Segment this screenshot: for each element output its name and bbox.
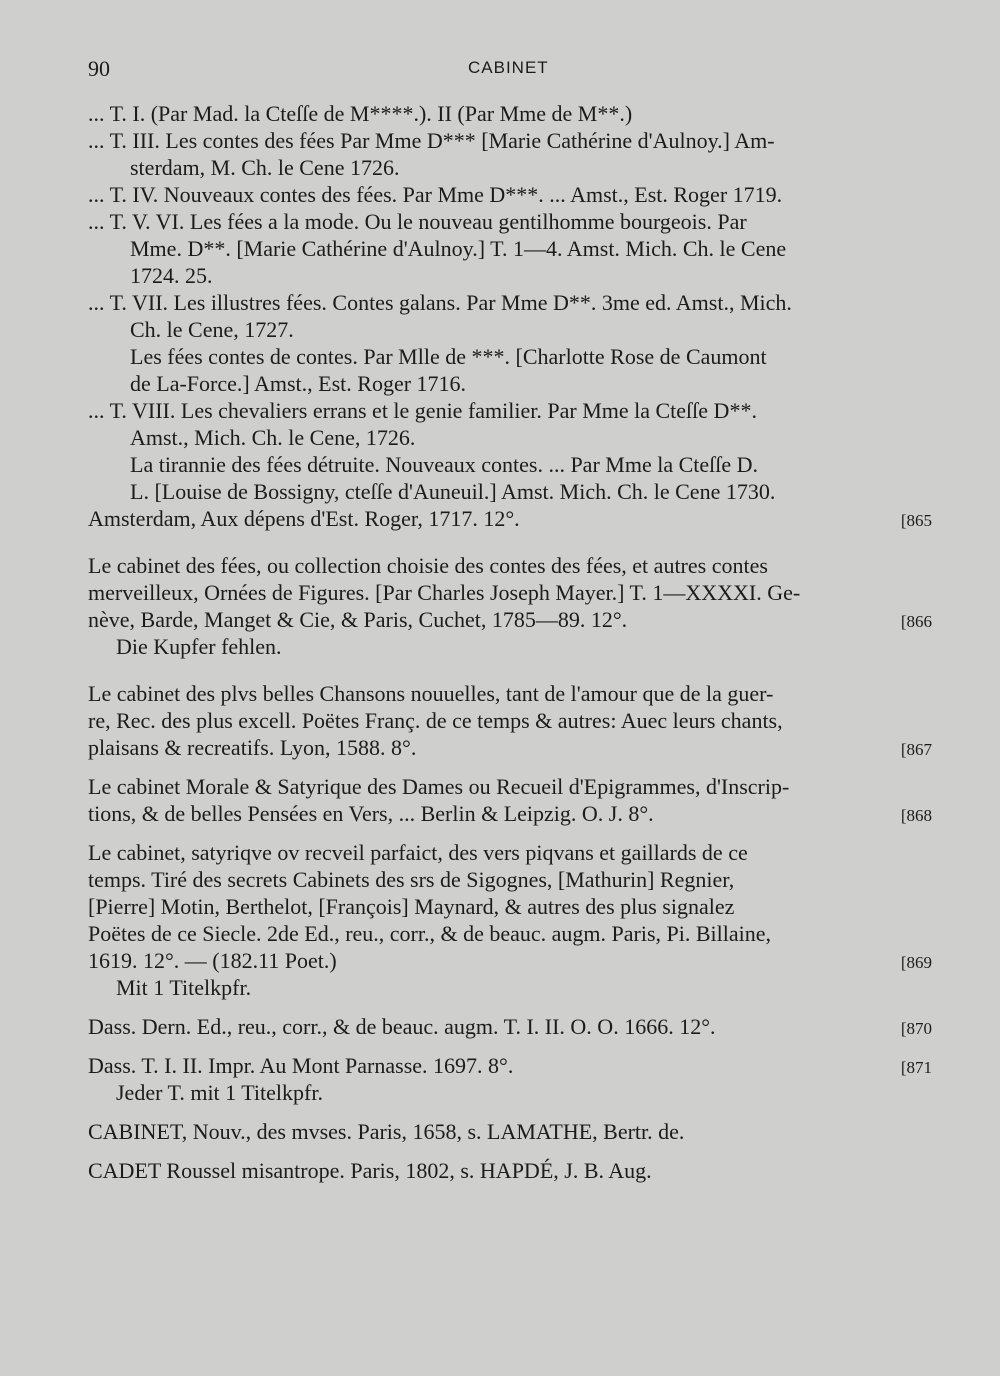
line-text: Le cabinet des plvs belles Chansons nouuelles, tant de l'amour que de la guer- — [88, 681, 774, 706]
line-text: L. [Louise de Bossigny, cteſſe d'Auneuil.] Amst. Mich. Ch. le Cene 1730. — [130, 479, 776, 504]
line-text: Die Kupfer fehlen. — [116, 634, 282, 659]
line-text: merveilleux, Ornées de Figures. [Par Charles Joseph Mayer.] T. 1—XXXXI. Ge- — [88, 580, 801, 605]
line-text: Le cabinet, satyriqve ov recveil parfaict, des vers piqvans et gaillards de ce — [88, 840, 748, 865]
line-text: Poëtes de ce Siecle. 2de Ed., reu., corr., & de beauc. augm. Paris, Pi. Billaine, — [88, 921, 772, 946]
text-line — [88, 974, 932, 1001]
entry-number: [869 — [900, 953, 932, 972]
text-line — [88, 370, 932, 397]
entry-spacer — [88, 1106, 932, 1118]
text-line — [88, 343, 932, 370]
entry-spacer — [88, 761, 932, 773]
line-text: Ch. le Cene, 1727. — [130, 317, 294, 342]
text-line — [88, 154, 932, 181]
text-line — [88, 773, 932, 800]
line-text: ... T. VIII. Les chevaliers errans et le genie familier. Par Mme la Cteſſe D**. — [88, 398, 757, 423]
line-text: Dass. T. I. II. Impr. Au Mont Parnasse. 1697. 8°. — [88, 1053, 514, 1078]
line-text: Les fées contes de contes. Par Mlle de ***. [Charlotte Rose de Caumont — [130, 344, 767, 369]
entry-number: [868 — [900, 806, 932, 825]
text-line — [88, 1118, 932, 1145]
entry-number: [870 — [900, 1019, 932, 1038]
entry-number: [871 — [900, 1058, 932, 1077]
line-text: de La-Force.] Amst., Est. Roger 1716. — [130, 371, 467, 396]
line-text: temps. Tiré des secrets Cabinets des srs de Sigognes, [Mathurin] Regnier, — [88, 867, 735, 892]
line-text: Le cabinet des fées, ou collection choisie des contes des fées, et autres contes — [88, 553, 768, 578]
line-text: Mme. D**. [Marie Cathérine d'Aulnoy.] T. 1—4. Amst. Mich. Ch. le Cene — [130, 236, 787, 261]
line-text: ... T. IV. Nouveaux contes des fées. Par Mme D***. ... Amst., Est. Roger 1719. — [88, 182, 783, 207]
entry-spacer — [88, 1040, 932, 1052]
text-line — [88, 451, 932, 478]
entry-spacer — [88, 1145, 932, 1157]
line-text: 1619. 12°. — (182.11 Poet.) — [88, 948, 337, 973]
text-line — [88, 839, 932, 866]
text-line — [88, 208, 932, 235]
text-line — [88, 100, 932, 127]
line-text: La tirannie des fées détruite. Nouveaux contes. ... Par Mme la Cteſſe D. — [130, 452, 759, 477]
line-text: Le cabinet Morale & Satyrique des Dames ou Recueil d'Epigrammes, d'Inscrip- — [88, 774, 790, 799]
line-text: CABINET, Nouv., des mvses. Paris, 1658, s. LAMATHE, Bertr. de. — [88, 1119, 685, 1144]
text-line — [88, 633, 932, 660]
entry-number: [865 — [900, 511, 932, 530]
running-title: CABINET — [468, 58, 549, 77]
line-text: tions, & de belles Pensées en Vers, ... Berlin & Leipzig. O. J. 8°. — [88, 801, 654, 826]
entry-spacer — [88, 827, 932, 839]
text-line — [88, 1079, 932, 1106]
text-line — [88, 235, 932, 262]
line-text: Jeder T. mit 1 Titelkpfr. — [116, 1080, 323, 1105]
line-text: Dass. Dern. Ed., reu., corr., & de beauc. augm. T. I. II. O. O. 1666. 12°. — [88, 1014, 716, 1039]
line-text: ... T. V. VI. Les fées a la mode. Ou le nouveau gentilhomme bourgeois. Par — [88, 209, 747, 234]
line-text: 1724. 25. — [130, 263, 213, 288]
text-line — [88, 920, 932, 947]
text-line — [88, 181, 932, 208]
text-line — [88, 800, 932, 827]
line-text: CADET Roussel misantrope. Paris, 1802, s. HAPDÉ, J. B. Aug. — [88, 1158, 652, 1183]
page-header — [88, 56, 848, 86]
entry-number: [867 — [900, 740, 932, 759]
line-text: ... T. III. Les contes des fées Par Mme D*** [Marie Cathérine d'Aulnoy.] Am- — [88, 128, 775, 153]
text-line — [88, 397, 932, 424]
text-line — [88, 947, 932, 974]
text-line — [88, 289, 932, 316]
line-text: plaisans & recreatifs. Lyon, 1588. 8°. — [88, 735, 417, 760]
page-number: 90 — [88, 56, 110, 81]
entry-spacer — [88, 660, 932, 680]
bibliography-entries — [88, 100, 932, 1184]
line-text: [Pierre] Motin, Berthelot, [François] Maynard, & autres des plus signalez — [88, 894, 735, 919]
text-line — [88, 866, 932, 893]
line-text: Amsterdam, Aux dépens d'Est. Roger, 1717. 12°. — [88, 506, 520, 531]
text-line — [88, 1052, 932, 1079]
text-line — [88, 552, 932, 579]
entry-number: [866 — [900, 612, 932, 631]
line-text: Mit 1 Titelkpfr. — [116, 975, 252, 1000]
line-text: Amst., Mich. Ch. le Cene, 1726. — [130, 425, 416, 450]
text-line — [88, 424, 932, 451]
text-line — [88, 893, 932, 920]
line-text: ... T. VII. Les illustres fées. Contes galans. Par Mme D**. 3me ed. Amst., Mich. — [88, 290, 792, 315]
entry-spacer — [88, 532, 932, 552]
text-line — [88, 680, 932, 707]
line-text: ... T. I. (Par Mad. la Cteſſe de M****.). II (Par Mme de M**.) — [88, 101, 633, 126]
entry-spacer — [88, 1001, 932, 1013]
text-line — [88, 1013, 932, 1040]
text-line — [88, 478, 932, 505]
line-text: nève, Barde, Manget & Cie, & Paris, Cuchet, 1785—89. 12°. — [88, 607, 628, 632]
text-line — [88, 606, 932, 633]
text-line — [88, 1157, 932, 1184]
text-line — [88, 579, 932, 606]
text-line — [88, 505, 932, 532]
text-line — [88, 316, 932, 343]
text-line — [88, 707, 932, 734]
text-line — [88, 127, 932, 154]
line-text: re, Rec. des plus excell. Poëtes Franç. de ce temps & autres: Auec leurs chants, — [88, 708, 783, 733]
line-text: sterdam, M. Ch. le Cene 1726. — [130, 155, 400, 180]
text-line — [88, 734, 932, 761]
text-line — [88, 262, 932, 289]
